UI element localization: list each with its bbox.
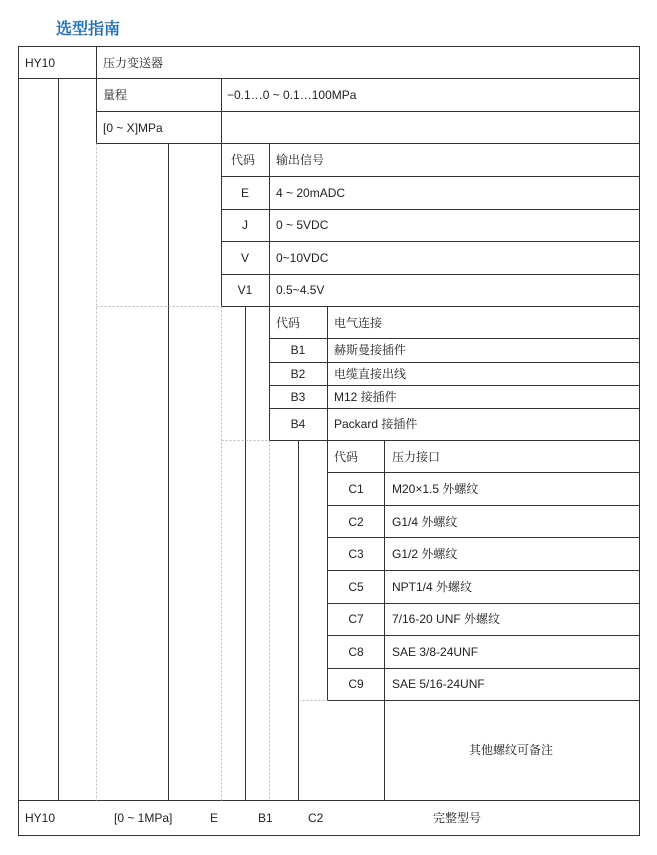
connection-code: B3: [290, 390, 306, 404]
port-desc: 7/16-20 UNF 外螺纹: [392, 612, 501, 626]
port-desc: NPT1/4 外螺纹: [392, 580, 473, 594]
port-code: C1: [348, 482, 364, 496]
port-header-code: 代码: [334, 450, 359, 464]
connection-header-name: 电气连接: [334, 316, 383, 330]
port-code: C7: [348, 612, 364, 626]
port-desc: G1/2 外螺纹: [392, 547, 458, 561]
output-desc: 4 ~ 20mADC: [276, 186, 346, 200]
example-label: 完整型号: [433, 811, 482, 825]
port-desc: M20×1.5 外螺纹: [392, 482, 479, 496]
example-port: C2: [308, 811, 324, 825]
model-code: HY10: [25, 56, 56, 70]
page-title: 选型指南: [56, 19, 121, 38]
connection-desc: 电缆直接出线: [334, 367, 407, 381]
port-code: C5: [348, 580, 364, 594]
output-code: V1: [237, 283, 253, 297]
connection-header-code: 代码: [276, 316, 301, 330]
port-code: C3: [348, 547, 364, 561]
example-model: HY10: [25, 811, 56, 825]
output-desc: 0~10VDC: [276, 251, 329, 265]
output-desc: 0 ~ 5VDC: [276, 218, 329, 232]
port-desc: SAE 5/16-24UNF: [392, 677, 485, 691]
connection-code: B2: [290, 367, 306, 381]
connection-code: B4: [290, 417, 306, 431]
output-header-code: 代码: [231, 153, 256, 167]
connection-desc: M12 接插件: [334, 390, 397, 404]
port-code: C2: [348, 515, 364, 529]
port-code: C9: [348, 677, 364, 691]
model-name: 压力变送器: [103, 56, 164, 70]
example-output: E: [210, 811, 219, 825]
output-code: V: [240, 251, 250, 265]
connection-code: B1: [290, 343, 306, 357]
example-connection: B1: [258, 811, 273, 825]
port-header-name: 压力接口: [392, 450, 441, 464]
output-code: J: [242, 218, 248, 232]
output-desc: 0.5~4.5V: [276, 283, 325, 297]
output-header-name: 输出信号: [276, 153, 325, 167]
port-note: 其他螺纹可备注: [468, 743, 554, 757]
connection-desc: Packard 接插件: [334, 417, 418, 431]
range-label: 量程: [103, 88, 128, 102]
connection-desc: 赫斯曼接插件: [334, 343, 407, 357]
port-desc: G1/4 外螺纹: [392, 515, 458, 529]
output-code: E: [240, 186, 250, 200]
range-format: [0 ~ X]MPa: [103, 121, 163, 135]
example-range: [0 ~ 1MPa]: [114, 811, 173, 825]
port-code: C8: [348, 645, 364, 659]
port-desc: SAE 3/8-24UNF: [392, 645, 479, 659]
range-desc: −0.1…0 ~ 0.1…100MPa: [227, 88, 357, 102]
